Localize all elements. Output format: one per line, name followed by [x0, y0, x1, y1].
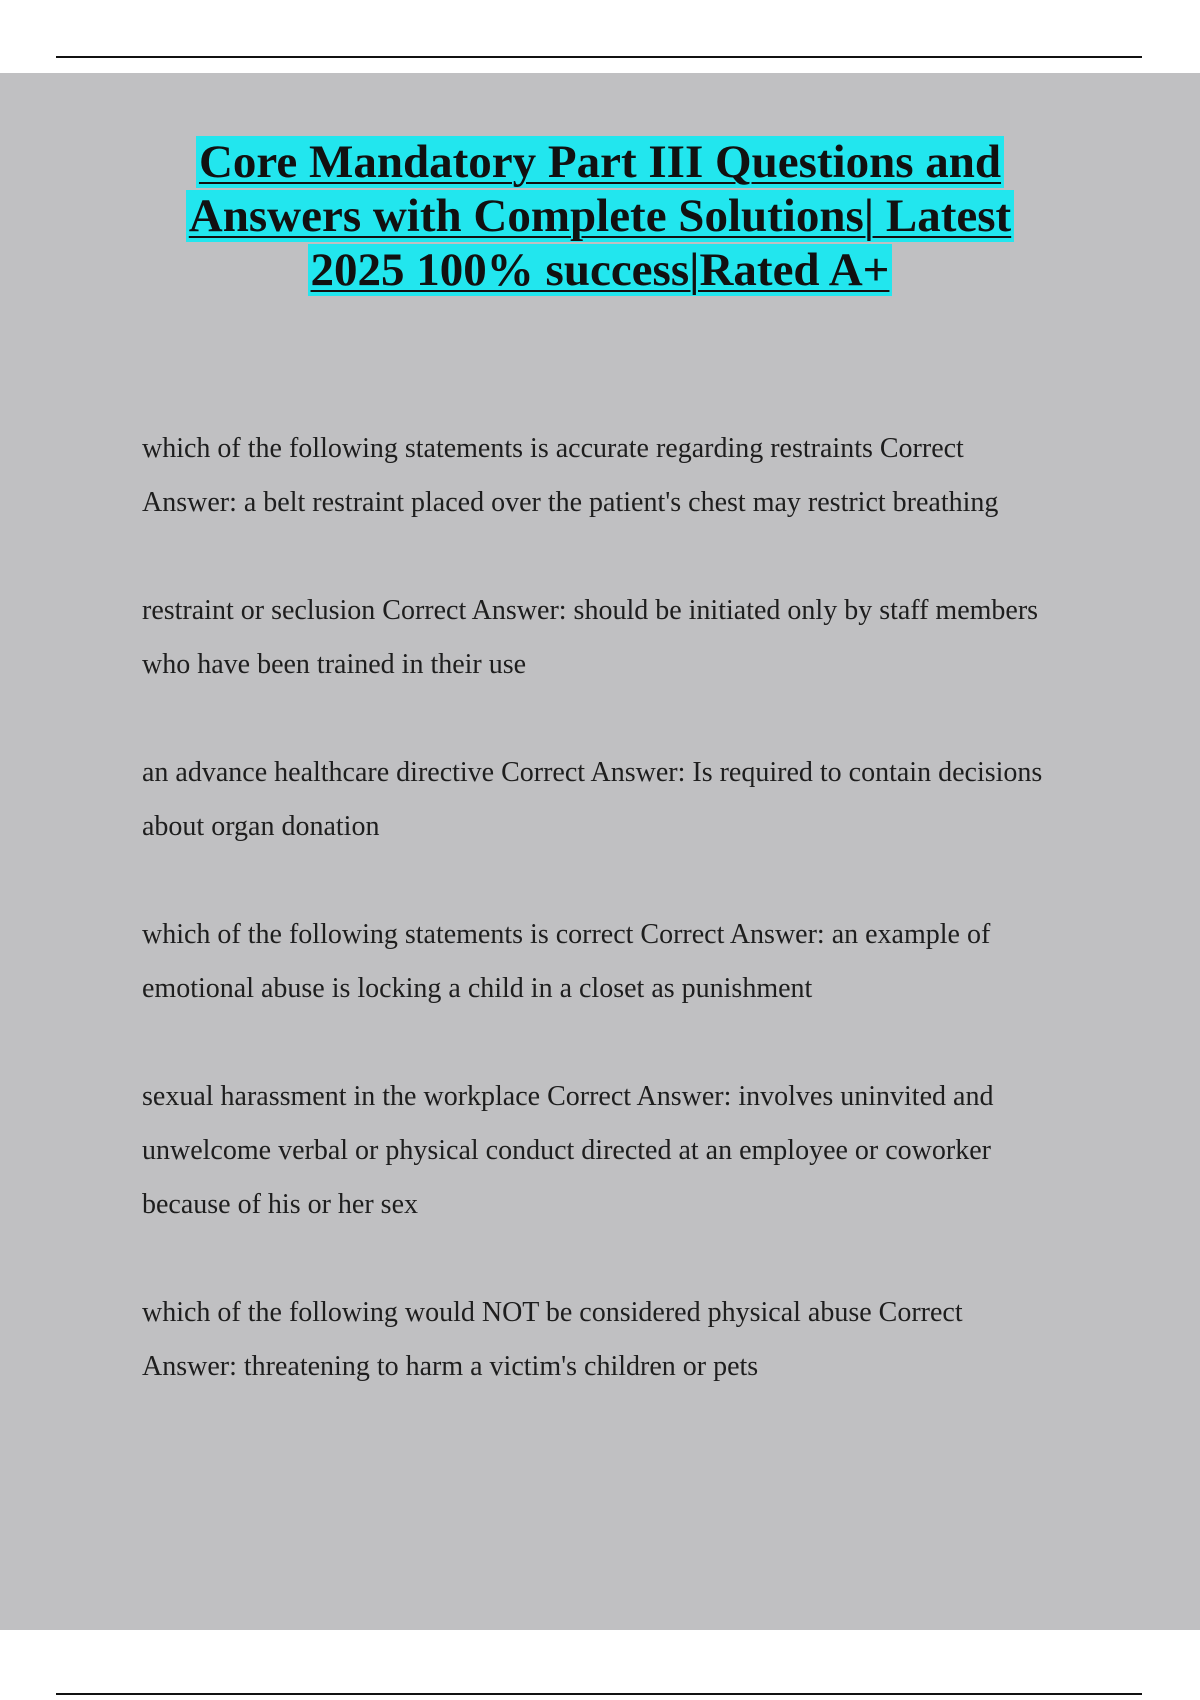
qa-item-2: restraint or seclusion Correct Answer: should be initiated only by staff members who have been trained in their use — [142, 595, 1039, 680]
qa-item-4: which of the following statements is correct Correct Answer: an example of emotional abuse is locking a child in a closet as punishment — [142, 919, 991, 1004]
qa-list — [142, 422, 1062, 1394]
qa-item-3: an advance healthcare directive Correct Answer: Is required to contain decisions about organ donation — [142, 757, 1043, 842]
title-line-3: 2025 100% success|Rated A+ — [60, 243, 1140, 297]
document-title — [60, 135, 1140, 297]
title-line-2: Answers with Complete Solutions| Latest — [60, 189, 1140, 243]
qa-item-6: which of the following would NOT be considered physical abuse Correct Answer: threatening to harm a victim's children or pets — [142, 1297, 963, 1382]
top-divider — [56, 56, 1142, 58]
qa-item-1: which of the following statements is accurate regarding restraints Correct Answer: a belt restraint placed over the patient's chest may restrict breathing — [142, 433, 999, 518]
bottom-divider — [56, 1693, 1142, 1695]
qa-item-5: sexual harassment in the workplace Correct Answer: involves uninvited and unwelcome verbal or physical conduct directed at an employee or coworker because of his or her sex — [142, 1081, 994, 1220]
title-line-1: Core Mandatory Part III Questions and — [60, 135, 1140, 189]
